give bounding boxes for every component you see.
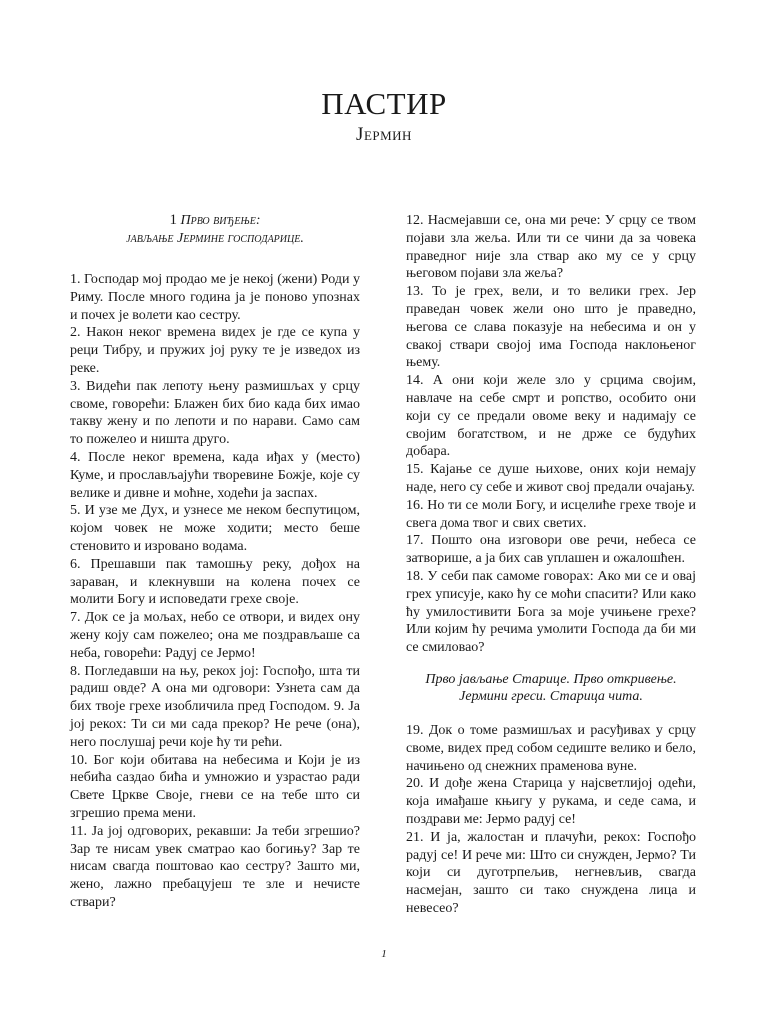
chapter-heading-line2: јављање Јермине господарице. [126,230,304,246]
verse-paragraph: 5. И узе ме Дух, и узнесе ме неком беспутицом, којом човек не може ходити; место беше стеновито и изровано водама. [70,503,360,554]
verse-paragraph: 11. Ја јој одговорих, рекавши: Ја теби згрешио? Зар те нисам увек сматрао као богињу? Зар те нисам свагда поштовао као сестру? Зашто ми, жено, лажно пребацујеш те зле и нечисте ствари? [70,823,360,910]
section-heading-line2: Јермини греси. Старица чита. [459,689,643,705]
chapter-heading-line1: Прво виђење: [180,213,261,228]
page-number: 1 [381,948,387,960]
book-title: ПАСТИР [321,86,447,121]
verse-paragraph: 12. Насмејавши се, она ми рече: У срцу се твом појави зла жеља. Или ти се чини да за човека праведног није зла ствар ако му се у срцу његовом појави зла жеља? [406,213,696,282]
chapter-number: 1 [169,212,178,228]
left-column [70,212,360,912]
book-subtitle: Јермин [356,124,412,145]
verse-paragraph: 1. Господар мој продао ме је некој (жени) Роди у Риму. После много година ја је поново упознах и почех је волети као сестру. [70,272,360,323]
section-heading-line1: Прво јављање Старице. Прво откривење. [425,671,677,687]
verse-paragraph: 16. Но ти се моли Богу, и исцелиће грехе твоје и свега дома твог и свих светих. [406,497,696,531]
verse-paragraph: 10. Бог који обитава на небесима и Који је из небића саздао бића и умножио и узрастао ради Свете Цркве Своје, гневи се на тебе што си згрешио према мени. [70,752,360,821]
spacer [406,657,696,671]
verse-paragraph: 7. Док се ја мољах, небо се отвори, и видех ону жену коју сам пожелео; она ме поздрављаше са неба, говорећи: Радуј се Јермо! [70,610,360,661]
verse-paragraph: 20. И дође жена Старица у најсветлијој одећи, која имађаше књигу у рукама, и седе сама, и поздрави ме: Јермо радуј се! [406,776,696,827]
verse-paragraph: 14. А они који желе зло у срцима својим, навлаче на себе смрт и ропство, особито они који су се предали овоме веку и надимају се својим богатством, и не држе се будућих добара. [406,373,696,460]
verse-paragraph: 3. Видећи пак лепоту њену размишљах у срцу своме, говорећи: Блажен бих био када бих имао такву жену и по лепоти и по нарави. Само сам то пожелео и ништа друго. [70,378,360,448]
verse-paragraph: 15. Кајање се душе њихове, оних који немају наде, него су себе и живот свој предали очајању. [406,462,696,495]
verse-paragraph: 21. И ја, жалостан и плачући, рекох: Госпођо радуј се! И рече ми: Што си снужден, Јермо? Ти који си дуготрпељив, негневљив, свагда насмејан, зашто си тако снуждена лица и невесео? [406,829,696,916]
verse-paragraph: 8. Погледавши на њу, рекох јој: Госпођо, шта ти радиш овде? А она ми одговори: Узнета сам да бих твоје грехе изобличила пред Господом. 9. Ја јој рекох: Ти си ми сада прекор? Не рече (она), него послушај речи које ћу ти рећи. [70,663,360,750]
verse-paragraph: 13. То је грех, вели, и то велики грех. Јер праведан човек жели оно што је праведно, његова се слава показује на небесима и он у свакој ствари својој има Господа наклоњеног њему. [406,284,696,371]
verse-paragraph: 17. Пошто она изговори ове речи, небеса се затворише, а ја бих сав уплашен и ожалошћен. [406,533,696,567]
verse-paragraph: 18. У себи пак самоме говорах: Ако ми се и овај грех уписује, како ћу се моћи спасити? Или како ћу умилостивити Бога за моје учињене грехе? Или којим ћу речима умолити Господа да би ми се смиловао? [406,568,696,656]
right-column [406,212,696,918]
chapter-heading [70,212,360,230]
verse-paragraph: 4. После неког времена, када иђах у (место) Куме, и прослављајући творевине Божје, које су велике и дивне и моћне, ходећи ја заспах. [70,449,360,501]
spacer [70,247,360,271]
verse-paragraph: 19. Док о томе размишљах и расуђивах у срцу своме, видех пред собом седиште велико и бело, начињено од снежних праменова вуне. [406,722,696,774]
spacer [406,706,696,722]
verse-paragraph: 2. Након неког времена видех је где се купа у реци Тибру, и пружих јој руку те је изведох из реке. [70,325,360,376]
verse-paragraph: 6. Прешавши пак тамошњу реку, дођох на зараван, и клекнувши на колена почех се молити Богу и исповедати грехе своје. [70,556,360,608]
